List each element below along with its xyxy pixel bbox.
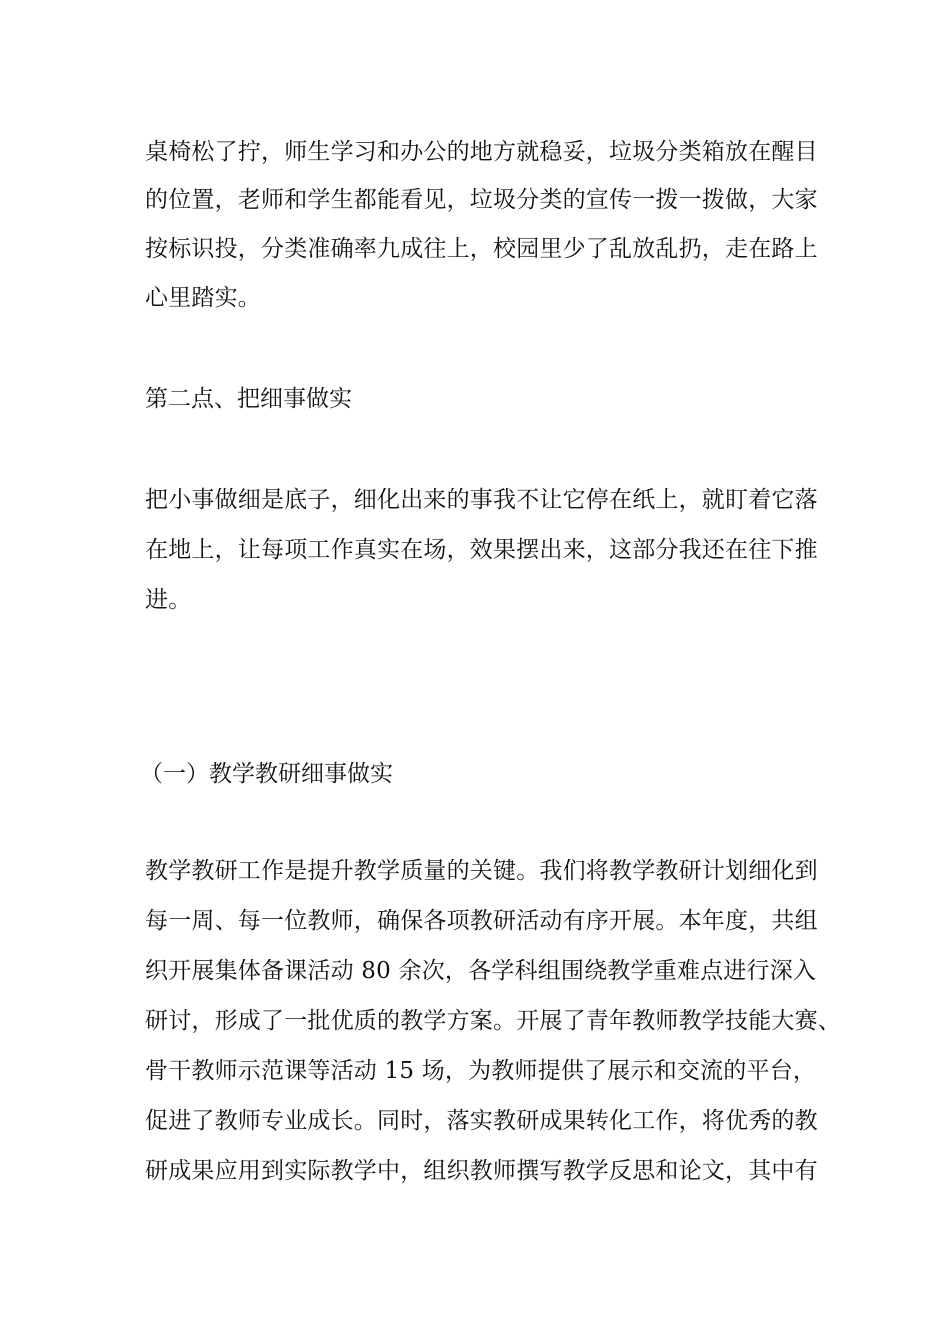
paragraph-line: 促进了教师专业成长。同时，落实教研成果转化工作，将优秀的教: [145, 1108, 818, 1134]
paragraph-line: 研讨，形成了一批优质的教学方案。开展了青年教师教学技能大赛、: [145, 1008, 841, 1034]
subsection-heading-teaching-research: （一）教学教研细事做实: [140, 761, 393, 787]
paragraph-line: 桌椅松了拧，师生学习和办公的地方就稳妥，垃圾分类箱放在醒目: [145, 139, 818, 165]
paragraph-line: 教学教研工作是提升教学质量的关键。我们将教学教研计划细化到: [145, 858, 818, 884]
paragraph-line: 在地上，让每项工作真实在场，效果摆出来，这部分我还在往下推: [145, 537, 818, 563]
paragraph-line: 的位置，老师和学生都能看见，垃圾分类的宣传一拨一拨做，大家: [145, 187, 818, 213]
paragraph-line: 织开展集体备课活动 80 余次，各学科组围绕教学重难点进行深入: [145, 958, 817, 984]
paragraph-line: 骨干教师示范课等活动 15 场，为教师提供了展示和交流的平台，: [145, 1058, 817, 1084]
paragraph-line: 进。: [145, 587, 192, 613]
paragraph-line: 研成果应用到实际教学中，组织教师撰写教学反思和论文，其中有: [145, 1158, 818, 1184]
paragraph-line: 把小事做细是底子，细化出来的事我不让它停在纸上，就盯着它落: [145, 487, 818, 513]
paragraph-line: 心里踏实。: [145, 285, 261, 311]
paragraph-line: 按标识投，分类准确率九成往上，校园里少了乱放乱扔，走在路上: [145, 236, 818, 262]
section-heading-point-two: 第二点、把细事做实: [145, 386, 352, 412]
paragraph-line: 每一周、每一位教师，确保各项教研活动有序开展。本年度，共组: [145, 908, 818, 934]
